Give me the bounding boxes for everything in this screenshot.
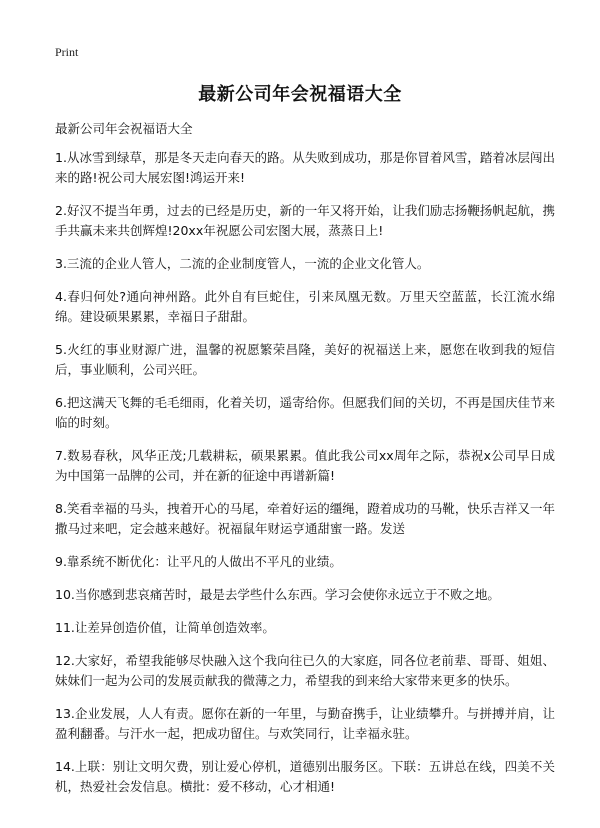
blessing-paragraph-8: 8.笑看幸福的马头，拽着开心的马尾，牵着好运的缰绳，蹬着成功的马靴，快乐吉祥又一年撒马过来吧，定会越来越好。祝福鼠年财运亨通甜蜜一路。发送 xyxy=(55,501,555,536)
blessing-paragraph-3: 3.三流的企业人管人，二流的企业制度管人，一流的企业文化管人。 xyxy=(55,256,430,271)
blessing-paragraph-12: 12.大家好，希望我能够尽快融入这个我向往已久的大家庭，同各位老前辈、哥哥、姐姐、妹妹们一起为公司的发展贡献我的微薄之力，希望我的到来给大家带来更多的快乐。 xyxy=(55,653,555,688)
print-link[interactable]: Print xyxy=(55,45,79,59)
blessing-paragraph-2: 2.好汉不提当年勇，过去的已经是历史，新的一年又将开始，让我们励志扬鞭扬帆起航，携手共赢未来共创辉煌!20xx年祝愿公司宏图大展，蒸蒸日上! xyxy=(55,203,555,238)
blessing-paragraph-4: 4.春归何处?通向神州路。此外自有巨蛇住，引来凤凰无数。万里天空蓝蓝，长江流水绵绵。建设硕果累累，幸福日子甜甜。 xyxy=(55,289,555,324)
blessing-paragraph-9: 9.靠系统不断优化：让平凡的人做出不平凡的业绩。 xyxy=(55,554,342,569)
blessing-paragraph-7: 7.数易春秋，风华正茂;几载耕耘，硕果累累。值此我公司xx周年之际，恭祝x公司早日成为中国第一品牌的公司，并在新的征途中再谱新篇! xyxy=(55,448,555,483)
blessing-paragraph-5: 5.火红的事业财源广进，温馨的祝愿繁荣昌隆，美好的祝福送上来，愿您在收到我的短信后，事业顺利，公司兴旺。 xyxy=(55,342,555,377)
blessing-paragraph-11: 11.让差异创造价值，让简单创造效率。 xyxy=(55,620,275,635)
blessing-paragraph-6: 6.把这满天飞舞的毛毛细雨，化着关切，遥寄给你。但愿我们间的关切，不再是国庆佳节来临的时刻。 xyxy=(55,395,555,430)
document-subtitle: 最新公司年会祝福语大全 xyxy=(55,121,193,136)
blessing-paragraph-13: 13.企业发展，人人有责。愿你在新的一年里，与勤奋携手，让业绩攀升。与拼搏并肩，让盈利翻番。与汗水一起，把成功留住。与欢笑同行，让幸福永驻。 xyxy=(55,706,555,741)
blessing-paragraph-1: 1.从冰雪到绿草，那是冬天走向春天的路。从失败到成功，那是你冒着风雪，踏着冰层闯出来的路!祝公司大展宏图!鸿运开来! xyxy=(55,150,555,185)
document-title: 最新公司年会祝福语大全 xyxy=(198,84,402,105)
blessing-list xyxy=(55,148,555,810)
blessing-paragraph-14: 14.上联：别让文明欠费，别让爱心停机，道德别出服务区。下联：五讲总在线，四美不关机，热爱社会发信息。横批：爱不移动，心才相通! xyxy=(55,759,555,794)
blessing-paragraph-10: 10.当你感到悲哀痛苦时，最是去学些什么东西。学习会使你永远立于不败之地。 xyxy=(55,587,500,602)
